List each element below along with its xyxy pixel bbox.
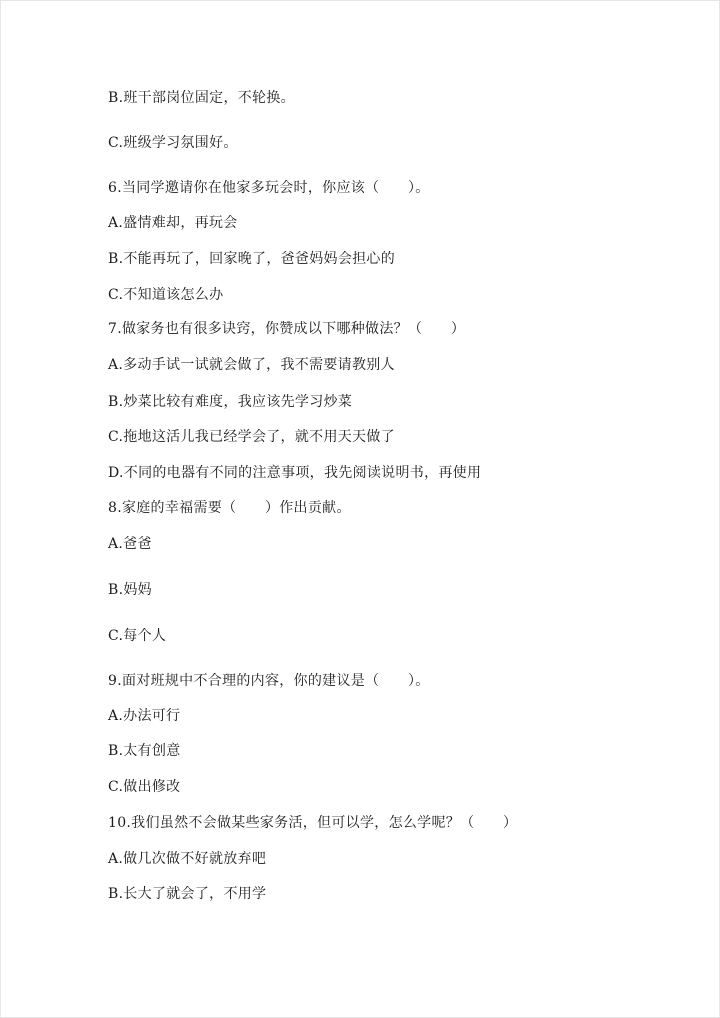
option-6c: C.不知道该怎么办 [108,287,224,303]
option-10a: A.做几次做不好就放弃吧 [108,851,267,867]
question-7: 7.做家务也有很多诀窍，你赞成以下哪种做法？（ ） [108,321,466,337]
option-9b: B.太有创意 [108,743,181,759]
option-10b: B.长大了就会了，不用学 [108,886,267,902]
option-5b: B.班干部岗位固定，不轮换。 [108,90,295,106]
question-10: 10.我们虽然不会做某些家务活，但可以学，怎么学呢？（ ） [108,815,518,831]
option-6b: B.不能再玩了，回家晚了，爸爸妈妈会担心的 [108,251,396,267]
question-6: 6.当同学邀请你在他家多玩会时，你应该（ ）。 [108,180,430,196]
option-7a: A.多动手试一试就会做了，我不需要请教别人 [108,357,395,373]
option-5c: C.班级学习氛围好。 [108,135,238,151]
option-8b: B.妈妈 [108,582,152,598]
option-8c: C.每个人 [108,628,167,644]
option-7d: D.不同的电器有不同的注意事项，我先阅读说明书，再使用 [108,465,482,481]
option-7b: B.炒菜比较有难度，我应该先学习炒菜 [108,394,353,410]
option-9c: C.做出修改 [108,779,181,795]
question-9: 9.面对班规中不合理的内容，你的建议是（ ）。 [108,673,430,689]
option-7c: C.拖地这活儿我已经学会了，就不用天天做了 [108,429,395,445]
question-8: 8.家庭的幸福需要（ ）作出贡献。 [108,500,351,516]
option-8a: A.爸爸 [108,536,152,552]
option-9a: A.办法可行 [108,708,181,724]
option-6a: A.盛情难却，再玩会 [108,215,238,231]
